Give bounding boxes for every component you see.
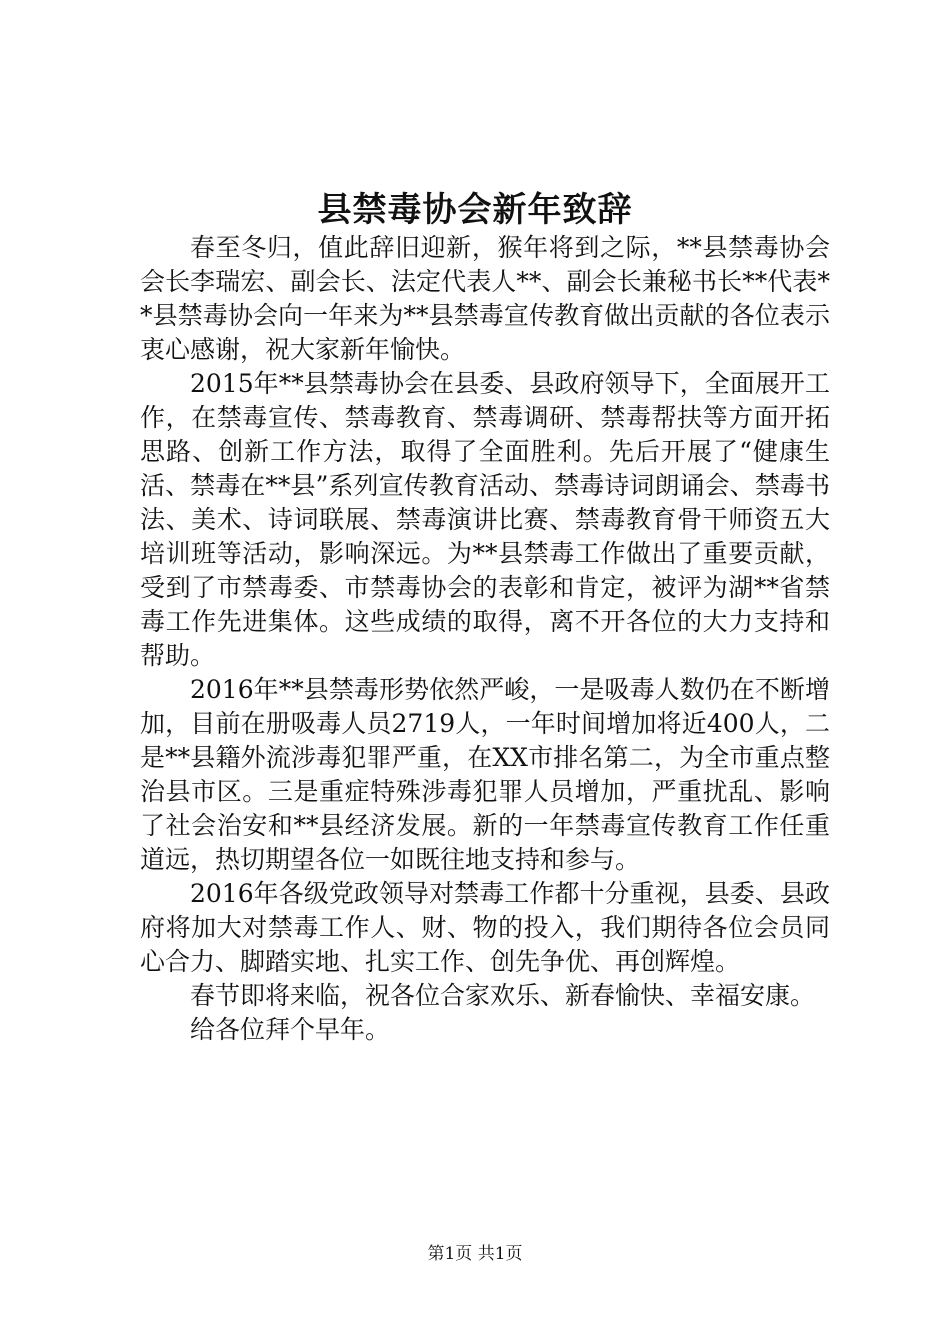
page-number-footer: 第1页 共1页 — [427, 1244, 523, 1264]
paragraph-2016-outlook: 2016年各级党政领导对禁毒工作都十分重视，县委、县政府将加大对禁毒工作人、财、物的投入，我们期待各位会员同心合力、脚踏实地、扎实工作、创先争优、再创辉煌。 — [140, 879, 830, 976]
paragraph-2016-situation: 2016年**县禁毒形势依然严峻，一是吸毒人数仍在不断增加，目前在册吸毒人员2719人，一年时间增加将近400人，二是**县籍外流涉毒犯罪严重，在XX市排名第二，为全市重点整治县市区。三是重症特殊涉毒犯罪人员增加，严重扰乱、影响了社会治安和**县经济发展。新的一年禁毒宣传教育工作任重道远，热切期望各位一如既往地支持和参与。 — [140, 675, 830, 874]
paragraph-closing: 给各位拜个早年。 — [190, 1015, 391, 1044]
paragraph-spring-wishes: 春节即将来临，祝各位合家欢乐、新春愉快、幸福安康。 — [190, 981, 816, 1010]
paragraph-2015-review: 2015年**县禁毒协会在县委、县政府领导下，全面展开工作，在禁毒宣传、禁毒教育、禁毒调研、禁毒帮扶等方面开拓思路、创新工作方法，取得了全面胜利。先后开展了“健康生活、禁毒在**县”系列宣传教育活动、禁毒诗词朗诵会、禁毒书法、美术、诗词联展、禁毒演讲比赛、禁毒教育骨干师资五大培训班等活动，影响深远。为**县禁毒工作做出了重要贡献，受到了市禁毒委、市禁毒协会的表彰和肯定，被评为湖**省禁毒工作先进集体。这些成绩的取得，离不开各位的大力支持和帮助。 — [140, 369, 830, 670]
document-body — [140, 231, 830, 1047]
page-title: 县禁毒协会新年致辞 — [317, 190, 633, 230]
paragraph-greeting: 春至冬归，值此辞旧迎新，猴年将到之际，**县禁毒协会会长李瑞宏、副会长、法定代表人**、副会长兼秘书长**代表**县禁毒协会向一年来为**县禁毒宣传教育做出贡献的各位表示衷心感谢，祝大家新年愉快。 — [140, 233, 830, 364]
